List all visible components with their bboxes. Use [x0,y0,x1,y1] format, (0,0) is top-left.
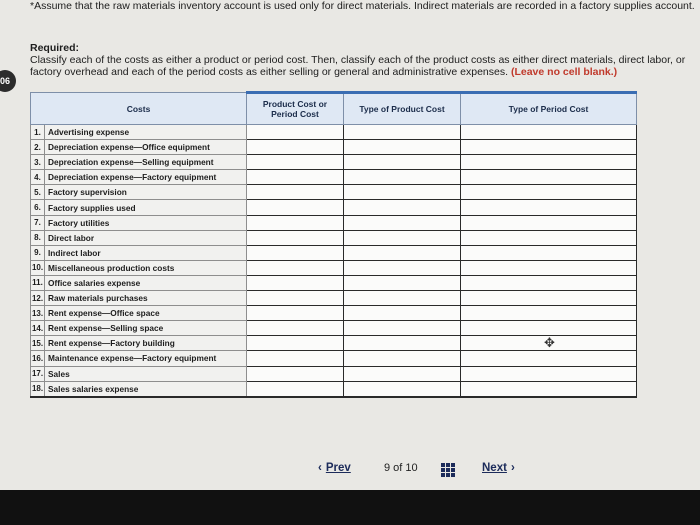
row-number: 13. [31,306,45,321]
row-number: 16. [31,351,45,366]
type-period-cost-input[interactable] [461,215,637,230]
type-period-cost-input[interactable] [461,185,637,200]
type-period-cost-input[interactable] [461,170,637,185]
type-product-cost-input[interactable] [344,381,461,397]
type-product-cost-input[interactable] [344,200,461,215]
table-row [31,351,637,366]
chevron-left-icon: ‹ [318,462,322,474]
product-or-period-input[interactable] [247,140,344,155]
assumption-note: *Assume that the raw materials inventory account is used only for direct materials. Indirect materials are recorded in a factory supplies account. [30,0,695,12]
type-period-cost-input[interactable] [461,351,637,366]
cost-label: Depreciation expense—Office equipment [45,140,247,155]
chevron-right-icon: › [510,462,515,474]
type-product-cost-input[interactable] [344,336,461,351]
row-number: 6. [31,200,45,215]
type-period-cost-input[interactable] [461,260,637,275]
product-or-period-input[interactable] [247,215,344,230]
type-period-cost-input[interactable] [461,245,637,260]
row-number: 5. [31,185,45,200]
row-number: 10. [31,260,45,275]
prev-button[interactable] [314,462,351,474]
row-number: 18. [31,381,45,397]
product-or-period-input[interactable] [247,336,344,351]
leave-no-cell-blank-warning: (Leave no cell blank.) [510,66,618,78]
product-or-period-input[interactable] [247,366,344,381]
row-number: 9. [31,245,45,260]
type-product-cost-input[interactable] [344,321,461,336]
type-product-cost-input[interactable] [344,230,461,245]
header-type-period-cost: Type of Period Cost [461,93,637,125]
page-number-tab: 06 [0,70,16,92]
cost-label: Depreciation expense—Selling equipment [45,155,247,170]
row-number: 12. [31,291,45,306]
type-product-cost-input[interactable] [344,245,461,260]
table-row [31,155,637,170]
product-or-period-input[interactable] [247,351,344,366]
required-instruction: Classify each of the costs as either a product or period cost. Then, classify each of the product costs as either direct materials, direct labor, or factory overhead and each of the period costs as either selling or general and administrative expenses. [30,54,686,78]
type-product-cost-input[interactable] [344,185,461,200]
row-number: 17. [31,366,45,381]
cost-label: Rent expense—Factory building [45,336,247,351]
row-number: 2. [31,140,45,155]
table-row [31,260,637,275]
cost-label: Factory supervision [45,185,247,200]
row-number: 4. [31,170,45,185]
product-or-period-input[interactable] [247,275,344,290]
move-cursor-icon: ✥ [544,335,555,350]
cost-label: Rent expense—Selling space [45,321,247,336]
type-product-cost-input[interactable] [344,260,461,275]
type-period-cost-input[interactable] [461,275,637,290]
prev-label: Prev [325,462,351,474]
required-section [30,42,700,78]
row-number: 14. [31,321,45,336]
row-number: 1. [31,125,45,140]
type-product-cost-input[interactable] [344,291,461,306]
product-or-period-input[interactable] [247,306,344,321]
cost-label: Factory utilities [45,215,247,230]
table-row [31,185,637,200]
product-or-period-input[interactable] [247,321,344,336]
cost-label: Indirect labor [45,245,247,260]
table-row [31,306,637,321]
cost-label: Factory supplies used [45,200,247,215]
table-row [31,245,637,260]
table-row [31,321,637,336]
table-row [31,125,637,140]
cost-label: Direct labor [45,230,247,245]
product-or-period-input[interactable] [247,230,344,245]
table-row [31,215,637,230]
bottom-bezel [0,490,700,525]
cost-label: Sales salaries expense [45,381,247,397]
product-or-period-input[interactable] [247,381,344,397]
row-number: 3. [31,155,45,170]
table-row [31,291,637,306]
cost-label: Miscellaneous production costs [45,260,247,275]
header-costs: Costs [31,93,247,125]
type-product-cost-input[interactable] [344,155,461,170]
type-product-cost-input[interactable] [344,351,461,366]
next-label: Next [482,462,507,474]
cost-label: Depreciation expense—Factory equipment [45,170,247,185]
type-period-cost-input[interactable] [461,200,637,215]
row-number: 7. [31,215,45,230]
type-product-cost-input[interactable] [344,170,461,185]
type-period-cost-input[interactable] [461,155,637,170]
table-row [31,170,637,185]
table-row [31,366,637,381]
table-row [31,230,637,245]
row-number: 8. [31,230,45,245]
table-row [31,140,637,155]
type-period-cost-input[interactable] [461,306,637,321]
product-or-period-input[interactable] [247,260,344,275]
table-row [31,200,637,215]
next-button[interactable] [482,462,519,474]
cost-label: Sales [45,366,247,381]
grid-menu-icon[interactable] [441,463,455,477]
table-header-row [31,93,637,125]
type-product-cost-input[interactable] [344,275,461,290]
cost-label: Office salaries expense [45,275,247,290]
row-number: 11. [31,275,45,290]
page-indicator: 9 of 10 [384,462,418,474]
cost-classification-table [30,91,637,398]
product-or-period-input[interactable] [247,170,344,185]
product-or-period-input[interactable] [247,185,344,200]
product-or-period-input[interactable] [247,155,344,170]
cost-label: Rent expense—Office space [45,306,247,321]
table-body [31,125,637,397]
pagination-bar [0,462,700,482]
cost-label: Maintenance expense—Factory equipment [45,351,247,366]
type-period-cost-input[interactable] [461,291,637,306]
type-product-cost-input[interactable] [344,125,461,140]
row-number: 15. [31,336,45,351]
type-product-cost-input[interactable] [344,306,461,321]
cost-label: Advertising expense [45,125,247,140]
product-or-period-input[interactable] [247,125,344,140]
required-heading: Required: [30,42,80,54]
type-period-cost-input[interactable] [461,125,637,140]
type-product-cost-input[interactable] [344,215,461,230]
type-period-cost-input[interactable] [461,366,637,381]
type-product-cost-input[interactable] [344,140,461,155]
type-period-cost-input[interactable] [461,381,637,397]
table-row [31,275,637,290]
type-period-cost-input[interactable] [461,321,637,336]
type-product-cost-input[interactable] [344,366,461,381]
table-row [31,381,637,397]
type-period-cost-input[interactable] [461,230,637,245]
cost-label: Raw materials purchases [45,291,247,306]
type-period-cost-input[interactable] [461,140,637,155]
product-or-period-input[interactable] [247,291,344,306]
product-or-period-input[interactable] [247,200,344,215]
header-type-product-cost: Type of Product Cost [344,93,461,125]
product-or-period-input[interactable] [247,245,344,260]
header-product-or-period: Product Cost or Period Cost [247,93,344,125]
